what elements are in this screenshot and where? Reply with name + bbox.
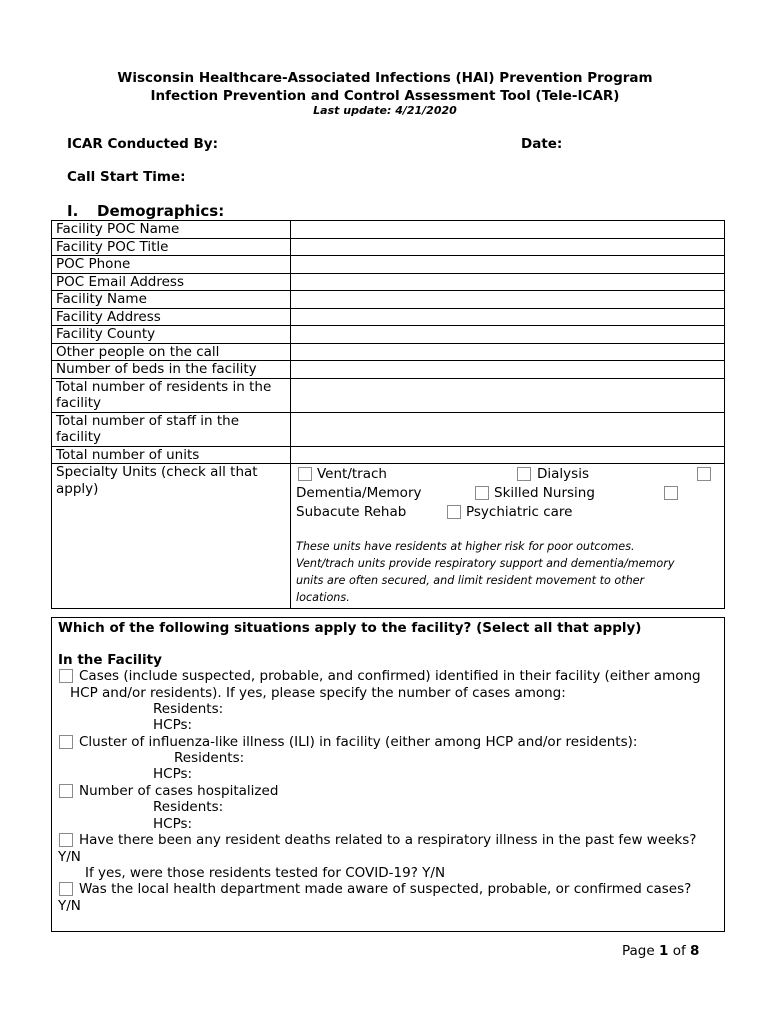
specialty-options-cell (291, 464, 725, 609)
dialysis-checkbox[interactable] (517, 467, 531, 481)
option-label: Vent/trach (317, 466, 387, 482)
hospitalized-checkbox[interactable] (59, 784, 73, 798)
deaths-text: Have there been any resident deaths related to a respiratory illness in the past few weeks? (79, 832, 697, 848)
table-row (52, 361, 725, 379)
specialty-row (52, 464, 725, 609)
row-label: Facility POC Name (52, 221, 291, 239)
date-label: Date: (521, 136, 563, 152)
value-cell[interactable] (291, 221, 725, 239)
last-update: Last update: 4/21/2020 (313, 104, 457, 117)
subacute-rehab-checkbox[interactable] (664, 486, 678, 500)
conducted-by-label: ICAR Conducted By: (67, 136, 219, 152)
value-cell[interactable] (291, 308, 725, 326)
document-subtitle: Infection Prevention and Control Assessment Tool (Tele-ICAR) (150, 88, 620, 104)
option-label: Skilled Nursing (494, 485, 595, 501)
page-word: Page (622, 943, 655, 959)
hcps-label: HCPs: (153, 816, 193, 832)
option-label: Dementia/Memory (296, 485, 422, 501)
document-title: Wisconsin Healthcare-Associated Infections (HAI) Prevention Program (117, 70, 653, 86)
demographics-table (51, 220, 725, 609)
deaths-checkbox[interactable] (59, 833, 73, 847)
row-label: Total number of residents in the facility (52, 378, 291, 412)
specialty-note: These units have residents at higher risk for poor outcomes. Vent/trach units provide respiratory support and dementia/memory units are often secured, and limit resident movement to other locations. (296, 540, 675, 604)
yn-text: Y/N (58, 898, 81, 914)
option-label: Dialysis (537, 466, 589, 482)
call-start-label: Call Start Time: (67, 169, 186, 185)
total-pages: 8 (690, 943, 700, 959)
table-row (52, 308, 725, 326)
table-row (52, 446, 725, 464)
table-row (52, 378, 725, 412)
in-facility-heading: In the Facility (58, 652, 162, 668)
situations-box (51, 617, 725, 932)
option-label: Psychiatric care (466, 504, 573, 520)
section-title: Demographics: (97, 202, 225, 220)
value-cell[interactable] (291, 273, 725, 291)
hcps-label: HCPs: (153, 766, 193, 782)
hospitalized-text: Number of cases hospitalized (79, 783, 279, 799)
table-row (52, 221, 725, 239)
value-cell[interactable] (291, 446, 725, 464)
row-label: POC Email Address (52, 273, 291, 291)
row-label: Facility Name (52, 291, 291, 309)
value-cell[interactable] (291, 326, 725, 344)
table-row (52, 238, 725, 256)
cluster-checkbox[interactable] (59, 735, 73, 749)
row-label: POC Phone (52, 256, 291, 274)
row-label: Other people on the call (52, 343, 291, 361)
table-row (52, 343, 725, 361)
health-dept-checkbox[interactable] (59, 882, 73, 896)
row-label: Number of beds in the facility (52, 361, 291, 379)
hcps-label: HCPs: (153, 717, 193, 733)
cases-text-cont: HCP and/or residents). If yes, please specify the number of cases among: (70, 685, 566, 701)
cluster-text: Cluster of influenza-like illness (ILI) in facility (either among HCP and/or residents): (79, 734, 638, 750)
row-label: Facility Address (52, 308, 291, 326)
value-cell[interactable] (291, 291, 725, 309)
residents-label: Residents: (153, 701, 224, 717)
value-cell[interactable] (291, 361, 725, 379)
cases-checkbox[interactable] (59, 669, 73, 683)
yn-text: Y/N (58, 849, 81, 865)
vent-trach-checkbox[interactable] (298, 467, 312, 481)
row-label: Total number of units (52, 446, 291, 464)
table-row (52, 412, 725, 446)
option-label: Subacute Rehab (296, 504, 407, 520)
row-label: Facility County (52, 326, 291, 344)
table-row (52, 273, 725, 291)
value-cell[interactable] (291, 256, 725, 274)
table-row (52, 256, 725, 274)
psychiatric-care-checkbox[interactable] (447, 505, 461, 519)
value-cell[interactable] (291, 412, 725, 446)
row-label: Facility POC Title (52, 238, 291, 256)
table-row (52, 291, 725, 309)
row-label: Total number of staff in the facility (52, 412, 291, 446)
value-cell[interactable] (291, 238, 725, 256)
dementia-memory-checkbox[interactable] (697, 467, 711, 481)
value-cell[interactable] (291, 343, 725, 361)
table-row (52, 326, 725, 344)
value-cell[interactable] (291, 378, 725, 412)
current-page: 1 (658, 943, 669, 959)
residents-label: Residents: (153, 799, 224, 815)
situations-question: Which of the following situations apply to the facility? (Select all that apply) (58, 620, 642, 636)
tested-text: If yes, were those residents tested for COVID-19? Y/N (85, 865, 446, 881)
page-number (622, 943, 699, 959)
of-word: of (672, 943, 686, 959)
section-number: I. (67, 202, 79, 220)
residents-label: Residents: (174, 750, 245, 766)
health-dept-text: Was the local health department made aware of suspected, probable, or confirmed cases? (79, 881, 692, 897)
section-heading (67, 202, 224, 220)
specialty-label: Specialty Units (check all that apply) (52, 464, 291, 609)
skilled-nursing-checkbox[interactable] (475, 486, 489, 500)
cases-text: Cases (include suspected, probable, and confirmed) identified in their facility (either among (79, 668, 701, 684)
